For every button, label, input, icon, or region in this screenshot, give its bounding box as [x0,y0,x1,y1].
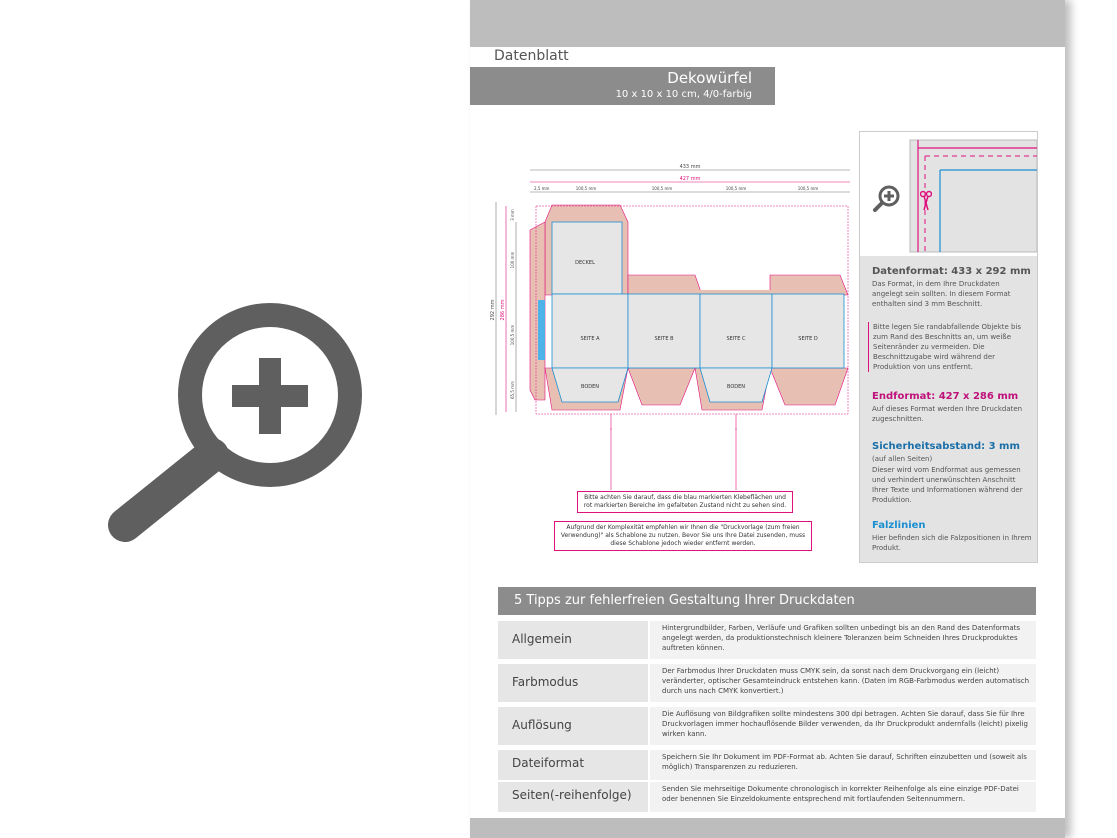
note-connectors [610,428,750,492]
info-panel [859,131,1038,563]
bleed-text: Bitte legen Sie randabfallende Objekte bis zum Rand des Beschnitts an, um weiße Seitenränder zu vermeiden. Die Beschnittzugabe wird während der Produktion von uns entfernt. [868,322,1033,372]
fold-text: Hier befinden sich die Falzpositionen in Ihrem Produkt. [872,534,1032,552]
page-bottom-band [470,818,1065,838]
dim-height-total: 292 mm [490,299,496,321]
product-subtitle: 10 x 10 x 10 cm, 4/0-farbig [615,89,752,100]
panel-label-side-a: SEITE A [580,336,600,342]
tip-text: Die Auflösung von Bildgrafiken sollte mindestens 300 dpi betragen. Achten Sie darauf, dass Sie für Ihre Druckvorlagen immer hochauflösende Bilder verwenden, da Ihr Druckprodukt andernfalls (leicht) pixelig wirken kann. [662,710,1028,738]
tip-row [498,707,1036,745]
dim-height-final: 286 mm [500,299,506,321]
complexity-note: Aufgrund der Komplexität empfehlen wir Ihnen die "Druckvorlage (zum freien Verwendung)" als Schablone zu nutzen. Bevor Sie uns Ihre Datei zusenden, muss diese Schablone jedoch wieder entfernt werden. [554,521,812,551]
tip-text-cell [650,707,1036,745]
dim-total-width: 433 mm [679,164,701,170]
product-title-bar [470,67,775,105]
zoom-in-icon[interactable] [872,184,902,214]
tip-label: Auflösung [512,718,572,732]
tip-text-cell [650,621,1036,659]
tip-text: Der Farbmodus Ihrer Druckdaten muss CMYK sein, da sonst nach dem Druckvorgang ein (leicht) veränderter, optischer Gesamteindruck entstehen kann. (Daten im RGB-Farbmodus werden automatisch durch uns nach CMYK konvertiert.) [662,667,1030,695]
tip-label: Dateiformat [512,756,585,770]
tip-row [498,782,1036,812]
safety-title: Sicherheitsabstand: 3 mm [872,441,1020,452]
tip-label-cell [498,664,648,702]
tip-text-cell [650,782,1036,812]
panel-label-side-b: SEITE B [654,336,674,342]
panel-label-side-c: SEITE C [726,336,746,342]
product-title: Dekowürfel [667,69,752,87]
tip-text-cell [650,750,1036,780]
datasheet-tab-label: Datenblatt [494,48,569,64]
dim-height-side: 100,5 mm [510,324,515,346]
tip-label: Seiten(-reihenfolge) [512,788,632,802]
tip-label: Farbmodus [512,675,579,689]
tip-text-cell [650,664,1036,702]
dim-seg-4: 100,5 mm [797,186,819,191]
dim-height-base: 65,5 mm [510,381,515,399]
tip-text: Speichern Sie Ihr Dokument im PDF-Format ab. Achten Sie darauf, Schriften einzubetten und (soweit als möglich) Transparenzen zu reduzieren. [662,753,1027,771]
tip-label-cell [498,621,648,659]
glue-note: Bitte achten Sie darauf, dass die blau markierten Klebeflächen und rot markierten Bereiche im gefalteten Zustand nicht zu sehen sind. [577,491,793,513]
scissors-icon [920,190,932,212]
dim-small: 3 mm [510,209,515,221]
dim-seg-1: 100,5 mm [575,186,597,191]
tip-row [498,621,1036,659]
panel-label-lid: DECKEL [575,260,595,266]
tips-heading: 5 Tipps zur fehlerfreien Gestaltung Ihrer Druckdaten [514,593,855,608]
endformat-title: Endformat: 427 x 286 mm [872,391,1019,402]
endformat-text: Auf dieses Format werden Ihre Druckdaten zugeschnitten. [872,405,1023,423]
panel-label-base-2: BODEN [726,384,746,390]
panel-label-base-1: BODEN [580,384,600,390]
dim-seg-2: 100,5 mm [651,186,673,191]
safety-sub: (auf allen Seiten) [872,455,933,463]
tip-text: Hintergrundbilder, Farben, Verläufe und Grafiken sollten unbedingt bis an den Rand des Datenformats angelegt werden, da produktionstechnisch kleinere Toleranzen beim Schneiden Ihres Druckproduktes auftreten können. [662,624,1021,652]
dim-bleed: 2,5 mm [534,186,550,191]
dim-height-lid: 100 mm [510,251,515,269]
tip-label-cell [498,782,648,812]
page-top-band [470,0,1065,47]
datenformat-text: Das Format, in dem Ihre Druckdaten angelegt sein sollten. In diesem Format enthalten sind 3 mm Beschnitt. [872,280,1011,308]
datasheet-tab [470,47,590,68]
zoom-in-icon[interactable] [100,300,370,550]
tip-label-cell [498,750,648,780]
tip-row [498,664,1036,702]
die-cut-diagram [490,160,860,430]
dim-final-width: 427 mm [679,176,701,182]
tip-label-cell [498,707,648,745]
datenformat-title: Datenformat: 433 x 292 mm [872,266,1031,277]
tip-text: Senden Sie mehrseitige Dokumente chronologisch in korrekter Reihenfolge als eine einzige PDF-Datei oder benennen Sie Einzeldokumente entsprechend mit fortlaufenden Seitennummern. [662,785,1019,803]
tips-heading-bar [498,587,1036,615]
tip-label: Allgemein [512,632,572,646]
datasheet-page [470,0,1065,838]
panel-label-side-d: SEITE D [798,336,818,342]
tip-row [498,750,1036,780]
safety-text: Dieser wird vom Endformat aus gemessen und verhindert unerwünschten Anschnitt Ihrer Texte und Informationen während der Produktion. [872,466,1023,504]
dim-seg-3: 100,5 mm [725,186,747,191]
fold-title: Falzlinien [872,520,926,531]
